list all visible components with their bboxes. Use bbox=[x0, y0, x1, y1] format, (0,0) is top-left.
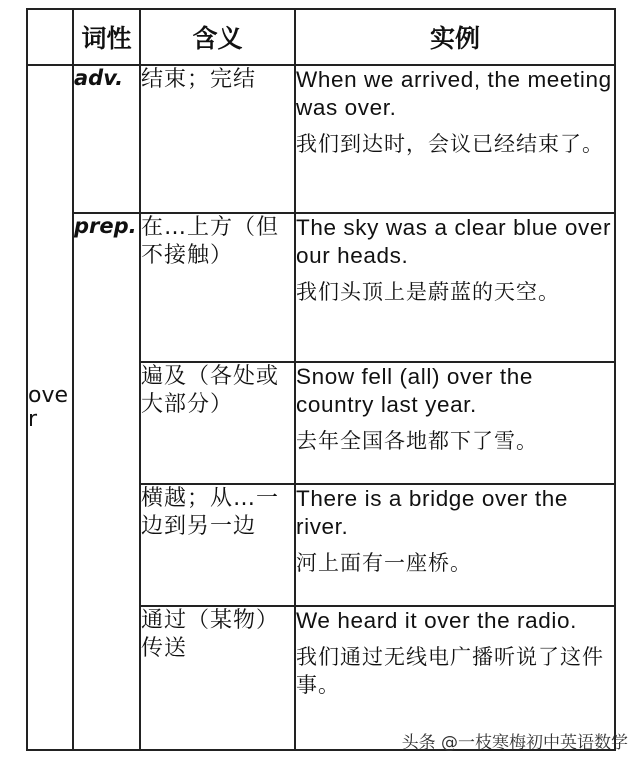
pos-cell: adv. bbox=[73, 65, 140, 213]
example-chinese: 去年全国各地都下了雪。 bbox=[296, 429, 538, 453]
example-cell bbox=[295, 213, 615, 362]
meaning-cell: 结束；完结 bbox=[140, 65, 295, 213]
header-word bbox=[27, 9, 73, 65]
meaning-cell: 通过（某物）传送 bbox=[140, 606, 295, 750]
example-english: The sky was a clear blue over our heads. bbox=[296, 215, 612, 268]
table-row bbox=[27, 65, 615, 213]
meaning-cell: 横越；从…一边到另一边 bbox=[140, 484, 295, 606]
example-cell bbox=[295, 65, 615, 213]
pos-cell: prep. bbox=[73, 213, 140, 750]
example-english: There is a bridge over the river. bbox=[296, 486, 568, 539]
header-meaning: 含义 bbox=[140, 9, 295, 65]
example-english: When we arrived, the meeting was over. bbox=[296, 67, 612, 120]
watermark-text: 头条 @一枝寒梅初中英语数学 bbox=[401, 733, 628, 753]
example-chinese: 我们头顶上是蔚蓝的天空。 bbox=[296, 280, 560, 304]
header-row bbox=[27, 9, 615, 65]
meaning-cell: 在…上方（但不接触） bbox=[140, 213, 295, 362]
meaning-cell: 遍及（各处或大部分） bbox=[140, 362, 295, 484]
example-cell bbox=[295, 484, 615, 606]
example-chinese: 河上面有一座桥。 bbox=[296, 551, 472, 575]
table-row bbox=[27, 213, 615, 362]
header-pos: 词性 bbox=[73, 9, 140, 65]
example-chinese: 我们通过无线电广播听说了这件事。 bbox=[296, 645, 604, 697]
example-chinese: 我们到达时，会议已经结束了。 bbox=[296, 132, 604, 156]
header-example: 实例 bbox=[295, 9, 615, 65]
vocabulary-table bbox=[26, 8, 616, 751]
word-cell: over bbox=[27, 65, 73, 750]
example-cell bbox=[295, 362, 615, 484]
example-english: We heard it over the radio. bbox=[296, 608, 577, 633]
example-english: Snow fell (all) over the country last year. bbox=[296, 364, 533, 417]
